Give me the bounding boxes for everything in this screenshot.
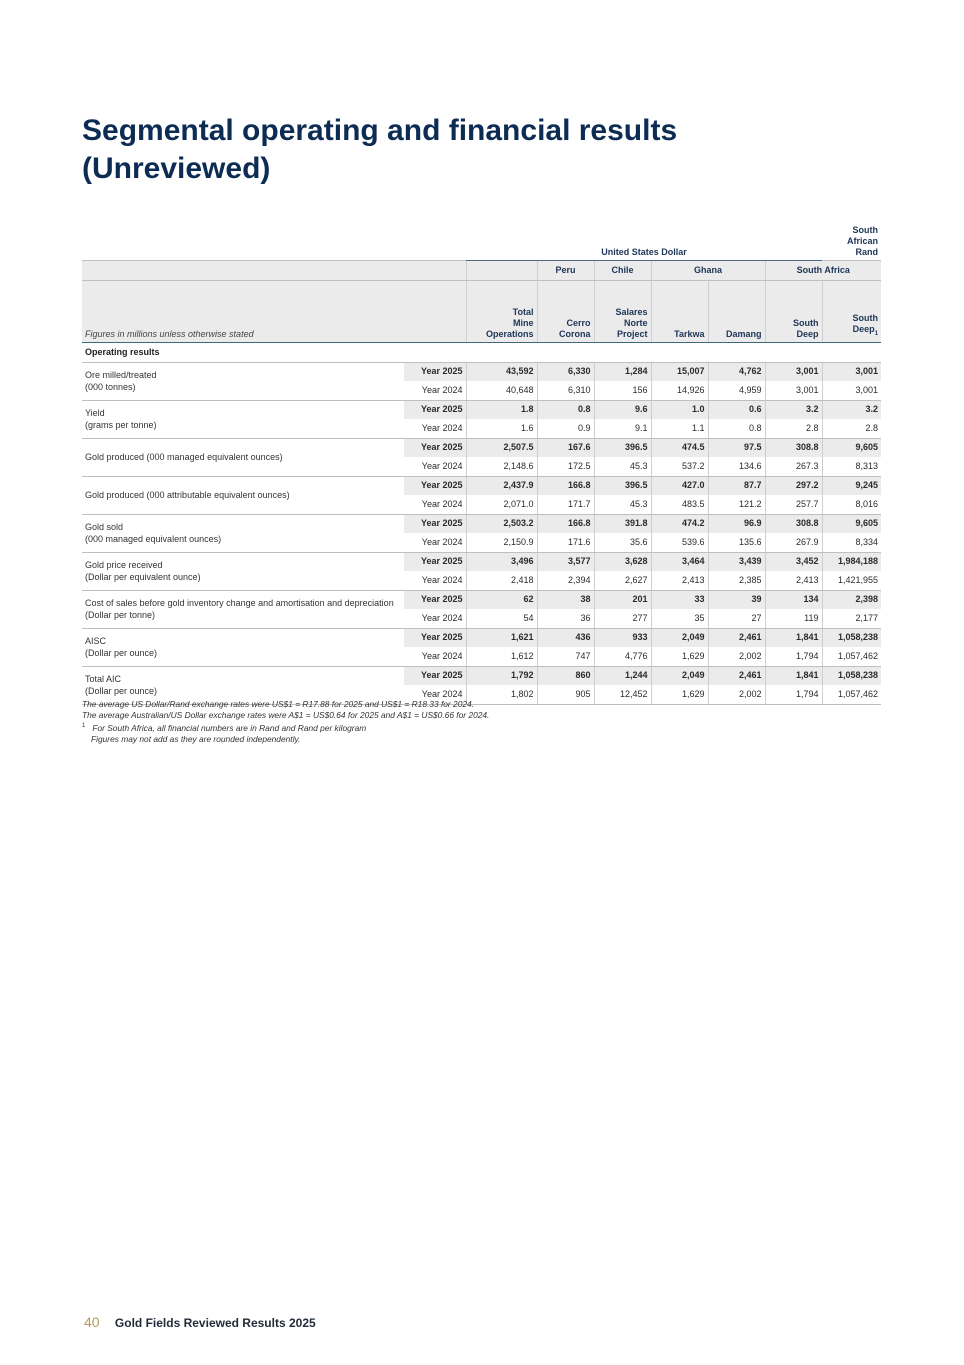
note-rand-rate: The average US Dollar/Rand exchange rates were US$1 = R17.88 for 2025 and US$1 = R18.33 for 2024. xyxy=(82,699,475,709)
cell-2024: 1,629 xyxy=(651,685,708,704)
table-row xyxy=(82,362,881,381)
row-label: AISC (Dollar per ounce) xyxy=(82,628,404,666)
cell-2025: 1,841 xyxy=(765,628,822,647)
cell-2025: 474.5 xyxy=(651,438,708,457)
region-header-row xyxy=(82,260,881,280)
note-rounding: Figures may not add as they are rounded independently. xyxy=(91,733,301,744)
cell-2025: 4,762 xyxy=(708,362,765,381)
year-label-current: Year 2025 xyxy=(404,362,466,381)
year-label-prior: Year 2024 xyxy=(404,419,466,438)
cell-2025: 43,592 xyxy=(466,362,537,381)
column-header-row xyxy=(82,280,881,342)
cell-2024: 6,310 xyxy=(537,381,594,400)
cell-2024: 2,385 xyxy=(708,571,765,590)
row-label: Ore milled/treated (000 tonnes) xyxy=(82,362,404,400)
row-label: Cost of sales before gold inventory change and amortisation and depreciation (Dollar per tonne) xyxy=(82,590,404,628)
year-label-current: Year 2025 xyxy=(404,476,466,495)
cell-2024: 1,057,462 xyxy=(822,685,881,704)
cell-2025: 297.2 xyxy=(765,476,822,495)
note-aud-rate: The average Australian/US Dollar exchange rates were A$1 = US$0.64 for 2025 and A$1 = US$0.66 for 2024. xyxy=(82,710,490,720)
table-row xyxy=(82,476,881,495)
cell-2025: 474.2 xyxy=(651,514,708,533)
table-row xyxy=(82,400,881,419)
cell-2025: 308.8 xyxy=(765,438,822,457)
cell-2025: 97.5 xyxy=(708,438,765,457)
cell-2024: 905 xyxy=(537,685,594,704)
cell-2024: 267.3 xyxy=(765,457,822,476)
region-ghana: Ghana xyxy=(651,260,765,280)
cell-2025: 427.0 xyxy=(651,476,708,495)
cell-2025: 87.7 xyxy=(708,476,765,495)
cell-2024: 539.6 xyxy=(651,533,708,552)
cell-2025: 396.5 xyxy=(594,438,651,457)
cell-2024: 2,150.9 xyxy=(466,533,537,552)
row-label: Yield (grams per tonne) xyxy=(82,400,404,438)
cell-2024: 54 xyxy=(466,609,537,628)
footnote-marker: 1 xyxy=(874,330,879,337)
year-label-current: Year 2025 xyxy=(404,514,466,533)
year-label-prior: Year 2024 xyxy=(404,647,466,666)
cell-2024: 12,452 xyxy=(594,685,651,704)
region-south-africa: South Africa xyxy=(765,260,881,280)
cell-2025: 15,007 xyxy=(651,362,708,381)
cell-2025: 167.6 xyxy=(537,438,594,457)
region-chile: Chile xyxy=(594,260,651,280)
cell-2024: 2.8 xyxy=(765,419,822,438)
col-total-mine-operations: Total Mine Operations xyxy=(466,280,537,342)
cell-2025: 2,398 xyxy=(822,590,881,609)
cell-2024: 45.3 xyxy=(594,457,651,476)
cell-2025: 9.6 xyxy=(594,400,651,419)
cell-2024: 0.8 xyxy=(708,419,765,438)
cell-2025: 2,049 xyxy=(651,628,708,647)
year-label-current: Year 2025 xyxy=(404,400,466,419)
cell-2024: 35.6 xyxy=(594,533,651,552)
cell-2025: 1,792 xyxy=(466,666,537,685)
cell-2025: 933 xyxy=(594,628,651,647)
usd-header: United States Dollar xyxy=(466,222,822,260)
row-label: Gold produced (000 attributable equivalent ounces) xyxy=(82,476,404,514)
cell-2025: 3,628 xyxy=(594,552,651,571)
cell-2024: 121.2 xyxy=(708,495,765,514)
cell-2025: 2,507.5 xyxy=(466,438,537,457)
year-label-prior: Year 2024 xyxy=(404,381,466,400)
cell-2025: 3,001 xyxy=(765,362,822,381)
cell-2024: 4,776 xyxy=(594,647,651,666)
cell-2024: 2.8 xyxy=(822,419,881,438)
cell-2025: 2,461 xyxy=(708,628,765,647)
page-number: 40 xyxy=(84,1314,100,1330)
cell-2025: 0.6 xyxy=(708,400,765,419)
cell-2024: 36 xyxy=(537,609,594,628)
cell-2024: 172.5 xyxy=(537,457,594,476)
cell-2025: 9,605 xyxy=(822,438,881,457)
cell-2024: 2,418 xyxy=(466,571,537,590)
cell-2025: 436 xyxy=(537,628,594,647)
cell-2024: 1.1 xyxy=(651,419,708,438)
year-label-current: Year 2025 xyxy=(404,552,466,571)
cell-2025: 0.8 xyxy=(537,400,594,419)
col-tarkwa: Tarkwa xyxy=(651,280,708,342)
cell-2024: 747 xyxy=(537,647,594,666)
cell-2025: 6,330 xyxy=(537,362,594,381)
cell-2025: 1,058,238 xyxy=(822,666,881,685)
year-label-current: Year 2025 xyxy=(404,590,466,609)
cell-2025: 1.0 xyxy=(651,400,708,419)
cell-2024: 2,148.6 xyxy=(466,457,537,476)
figures-note: Figures in millions unless otherwise stated xyxy=(82,280,466,342)
section-label: Operating results xyxy=(82,342,881,362)
cell-2024: 4,959 xyxy=(708,381,765,400)
cell-2024: 35 xyxy=(651,609,708,628)
region-peru: Peru xyxy=(537,260,594,280)
cell-2024: 14,926 xyxy=(651,381,708,400)
cell-2025: 166.8 xyxy=(537,514,594,533)
cell-2025: 9,245 xyxy=(822,476,881,495)
cell-2025: 3,439 xyxy=(708,552,765,571)
page-title xyxy=(82,112,882,188)
cell-2025: 134 xyxy=(765,590,822,609)
col-south-deep-usd: South Deep xyxy=(765,280,822,342)
cell-2024: 27 xyxy=(708,609,765,628)
cell-2025: 1,284 xyxy=(594,362,651,381)
cell-2024: 537.2 xyxy=(651,457,708,476)
cell-2025: 33 xyxy=(651,590,708,609)
cell-2024: 257.7 xyxy=(765,495,822,514)
cell-2025: 201 xyxy=(594,590,651,609)
page-title-line-2: (Unreviewed) xyxy=(82,152,271,185)
publication-title: Gold Fields Reviewed Results 2025 xyxy=(114,1316,316,1330)
table-row xyxy=(82,590,881,609)
cell-2024: 483.5 xyxy=(651,495,708,514)
col-salares-norte: Salares Norte Project xyxy=(594,280,651,342)
year-label-current: Year 2025 xyxy=(404,438,466,457)
page-title-line-1: Segmental operating and financial results xyxy=(82,114,678,147)
cell-2024: 2,413 xyxy=(651,571,708,590)
cell-2024: 45.3 xyxy=(594,495,651,514)
cell-2024: 2,071.0 xyxy=(466,495,537,514)
year-label-current: Year 2025 xyxy=(404,628,466,647)
cell-2025: 3,577 xyxy=(537,552,594,571)
cell-2024: 1,794 xyxy=(765,685,822,704)
cell-2025: 2,461 xyxy=(708,666,765,685)
table-row xyxy=(82,514,881,533)
cell-2025: 1,058,238 xyxy=(822,628,881,647)
segmental-results-table xyxy=(82,222,881,705)
cell-2024: 1,794 xyxy=(765,647,822,666)
cell-2025: 1,621 xyxy=(466,628,537,647)
currency-header-row xyxy=(82,222,881,260)
cell-2024: 1,612 xyxy=(466,647,537,666)
cell-2024: 1.6 xyxy=(466,419,537,438)
year-label-prior: Year 2024 xyxy=(404,495,466,514)
cell-2024: 277 xyxy=(594,609,651,628)
cell-2025: 96.9 xyxy=(708,514,765,533)
cell-2025: 3,001 xyxy=(822,362,881,381)
row-label: Total AIC (Dollar per ounce) xyxy=(82,666,404,704)
cell-2024: 267.9 xyxy=(765,533,822,552)
year-label-prior: Year 2024 xyxy=(404,533,466,552)
cell-2024: 0.9 xyxy=(537,419,594,438)
cell-2024: 1,057,462 xyxy=(822,647,881,666)
cell-2025: 860 xyxy=(537,666,594,685)
cell-2025: 3,452 xyxy=(765,552,822,571)
cell-2025: 166.8 xyxy=(537,476,594,495)
year-label-prior: Year 2024 xyxy=(404,571,466,590)
cell-2024: 8,016 xyxy=(822,495,881,514)
cell-2024: 1,421,955 xyxy=(822,571,881,590)
year-label-current: Year 2025 xyxy=(404,666,466,685)
cell-2024: 8,334 xyxy=(822,533,881,552)
cell-2025: 308.8 xyxy=(765,514,822,533)
cell-2025: 1.8 xyxy=(466,400,537,419)
cell-2024: 156 xyxy=(594,381,651,400)
zar-header: South African Rand xyxy=(847,224,879,257)
cell-2024: 2,394 xyxy=(537,571,594,590)
cell-2024: 1,802 xyxy=(466,685,537,704)
cell-2024: 2,177 xyxy=(822,609,881,628)
cell-2024: 3,001 xyxy=(765,381,822,400)
col-south-deep-zar: South Deep$_1$ xyxy=(822,280,881,342)
table-row xyxy=(82,552,881,571)
cell-2025: 1,244 xyxy=(594,666,651,685)
page-footer xyxy=(84,1314,316,1330)
cell-2024: 119 xyxy=(765,609,822,628)
row-label: Gold produced (000 managed equivalent ounces) xyxy=(82,438,404,476)
cell-2025: 2,049 xyxy=(651,666,708,685)
year-label-prior: Year 2024 xyxy=(404,457,466,476)
col-damang: Damang xyxy=(708,280,765,342)
year-label-prior: Year 2024 xyxy=(404,609,466,628)
year-label-prior: Year 2024 xyxy=(404,685,466,704)
cell-2025: 2,437.9 xyxy=(466,476,537,495)
cell-2024: 2,002 xyxy=(708,685,765,704)
cell-2024: 135.6 xyxy=(708,533,765,552)
cell-2025: 1,841 xyxy=(765,666,822,685)
cell-2024: 2,627 xyxy=(594,571,651,590)
table-row xyxy=(82,628,881,647)
cell-2024: 2,413 xyxy=(765,571,822,590)
cell-2024: 1,629 xyxy=(651,647,708,666)
section-header-row xyxy=(82,342,881,362)
cell-2024: 9.1 xyxy=(594,419,651,438)
cell-2024: 171.6 xyxy=(537,533,594,552)
cell-2025: 38 xyxy=(537,590,594,609)
cell-2025: 391.8 xyxy=(594,514,651,533)
cell-2024: 8,313 xyxy=(822,457,881,476)
table-notes xyxy=(82,699,882,745)
row-label: Gold price received (Dollar per equivalent ounce) xyxy=(82,552,404,590)
cell-2024: 40,648 xyxy=(466,381,537,400)
row-label: Gold sold (000 managed equivalent ounces) xyxy=(82,514,404,552)
cell-2024: 3,001 xyxy=(822,381,881,400)
cell-2025: 3,464 xyxy=(651,552,708,571)
cell-2025: 3.2 xyxy=(822,400,881,419)
note-footnote-1: $^1$ For South Africa, all financial numbers are in Rand and Rand per kilogram xyxy=(82,722,367,733)
cell-2024: 134.6 xyxy=(708,457,765,476)
cell-2025: 3.2 xyxy=(765,400,822,419)
col-cerro-corona: Cerro Corona xyxy=(537,280,594,342)
cell-2025: 396.5 xyxy=(594,476,651,495)
cell-2025: 3,496 xyxy=(466,552,537,571)
cell-2025: 1,984,188 xyxy=(822,552,881,571)
cell-2024: 171.7 xyxy=(537,495,594,514)
cell-2025: 2,503.2 xyxy=(466,514,537,533)
cell-2024: 2,002 xyxy=(708,647,765,666)
cell-2025: 39 xyxy=(708,590,765,609)
table-row xyxy=(82,666,881,685)
cell-2025: 62 xyxy=(466,590,537,609)
table-row xyxy=(82,438,881,457)
cell-2025: 9,605 xyxy=(822,514,881,533)
